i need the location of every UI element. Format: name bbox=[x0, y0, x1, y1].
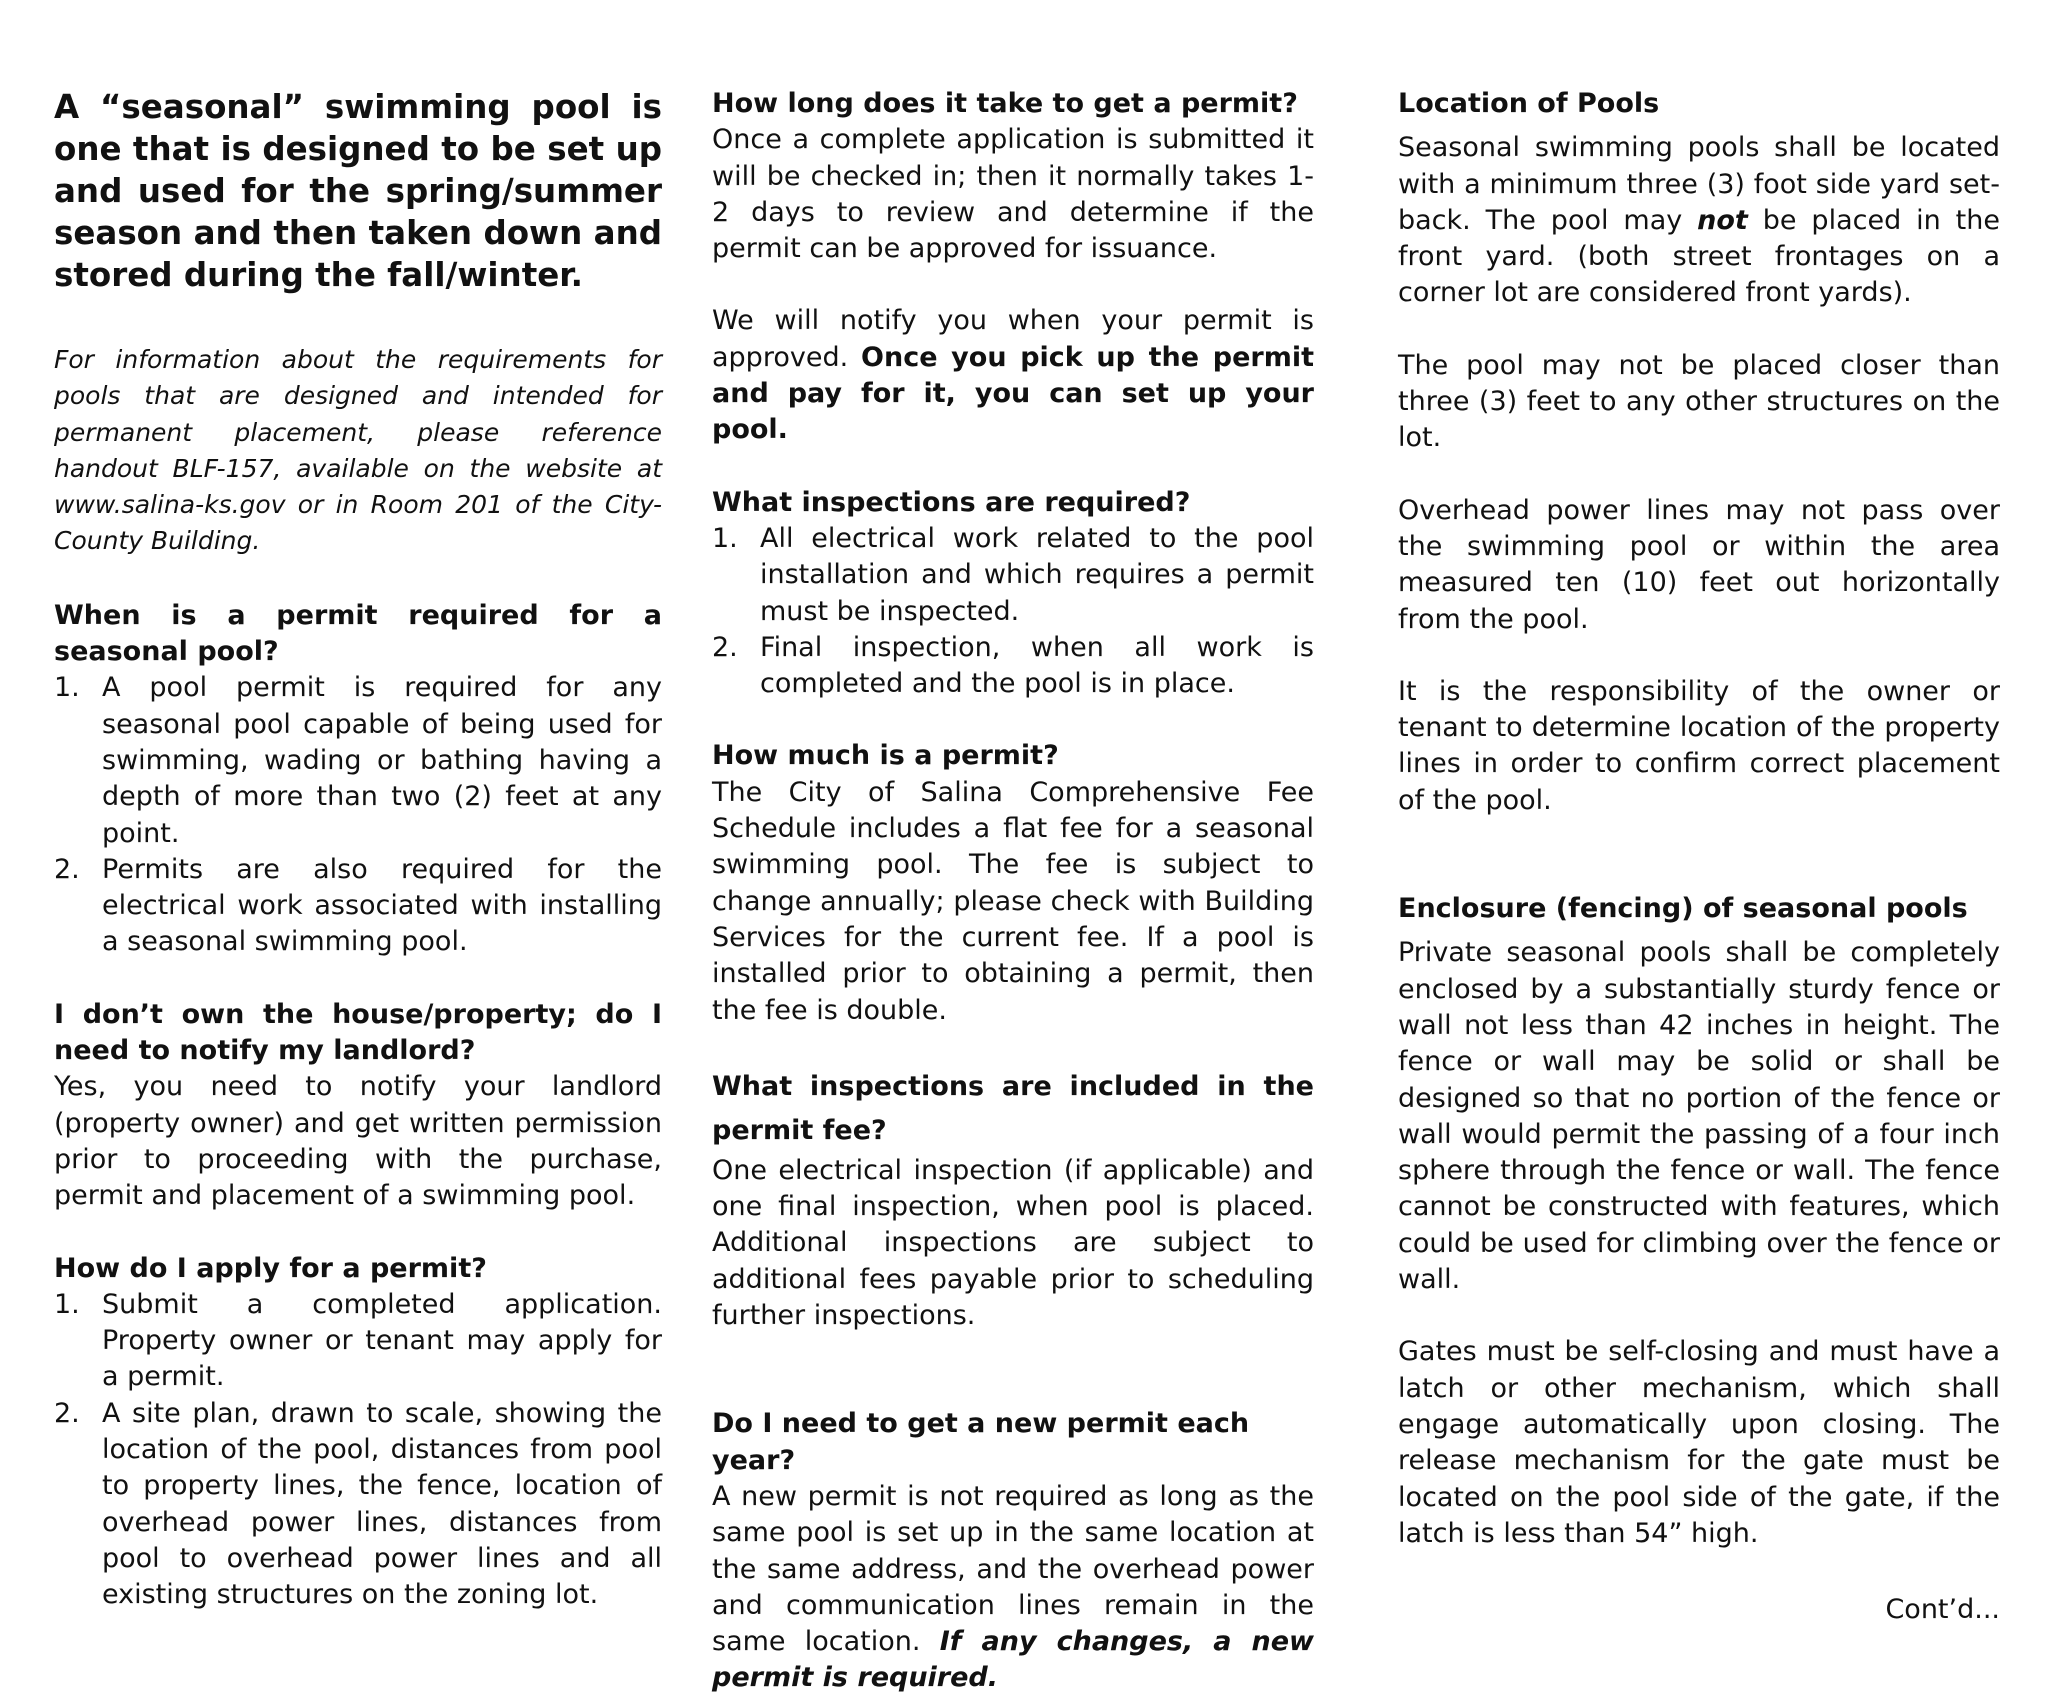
heading-enclosure: Enclosure (fencing) of seasonal pools bbox=[1398, 893, 1968, 925]
heading-how-apply: How do I apply for a permit? bbox=[54, 1252, 487, 1284]
heading-inspections-required: What inspections are required? bbox=[712, 486, 1191, 518]
heading-location-of-pools: Location of Pools bbox=[1398, 88, 1660, 119]
continued-label: Cont’d... bbox=[1885, 1594, 2000, 1626]
heading-landlord: I don’t own the house/property; do I need to notify my landlord? bbox=[54, 998, 662, 1067]
location-not-emphasis: not bbox=[1697, 204, 1748, 236]
list-item: 2. Final inspection, when all work is completed and the pool is in place. bbox=[712, 631, 1314, 700]
column-left bbox=[54, 86, 662, 1614]
enclosure-paragraph-1: Private seasonal pools shall be completely enclosed by a substantially sturdy fence or wall not less than 42 inches in height. The fence or wall may be solid or shall be designed so that no portion of the fence or wall would permit the passing of a four inch sphere through the fence or wall. The fence cannot be constructed with features, which could be used for climbing over the fence or wall. bbox=[1398, 937, 2000, 1296]
list-item: 1. All electrical work related to the pool installation and which requires a permit must be inspected. bbox=[712, 522, 1314, 627]
list-item: 2. Permits are also required for the electrical work associated with installing a seasonal swimming pool. bbox=[54, 853, 662, 958]
location-paragraph-1: Seasonal swimming pools shall be located with a minimum three (3) foot side yard set-back. The pool may not be placed in the front yard. (both street frontages on a corner lot are considered front yards). bbox=[1398, 132, 2000, 309]
notify-bold: Once you pick up the permit and pay for it, you can set up your pool. bbox=[712, 341, 1314, 446]
enclosure-paragraph-2: Gates must be self-closing and must have a latch or other mechanism, which shall engage automatically upon closing. The release mechanism for the gate must be located on the pool side of the gate, if the latch is less than 54” high. bbox=[1398, 1336, 2000, 1549]
heading-new-permit-each-year: Do I need to get a new permit each year? bbox=[712, 1408, 1250, 1476]
apply-list bbox=[54, 1287, 662, 1614]
location-paragraph-3: Overhead power lines may not pass over the swimming pool or within the area measured ten (10) feet out horizontally from the pool. bbox=[1398, 494, 2000, 635]
lead-definition: A “seasonal” swimming pool is one that is designed to be set up and used for the spring/summer season and then taken down and stored during the fall/winter. bbox=[54, 88, 662, 294]
permanent-pool-info: For information about the requirements for pools that are designed and intended for permanent placement, please reference handout BLF-157, available on the website at www.salina-ks.gov or in Room 201 of the City-County Building. bbox=[54, 345, 662, 556]
renew-text: A new permit is not required as long as the same pool is set up in the same location at the same address, and the overhead power and communication lines remain in the same location. If any changes, a new permit is required. bbox=[712, 1480, 1314, 1694]
list-item: 2. A site plan, drawn to scale, showing the location of the pool, distances from pool to property lines, the fence, location of overhead power lines, distances from pool to overhead power lines and all existing structures on the zoning lot. bbox=[54, 1397, 662, 1611]
column-middle bbox=[712, 86, 1314, 1697]
location-paragraph-2: The pool may not be placed closer than three (3) feet to any other structures on the lot. bbox=[1398, 349, 2000, 454]
heading-when-permit-required: When is a permit required for a seasonal pool? bbox=[54, 599, 662, 668]
inspections-list bbox=[712, 521, 1314, 702]
renew-emphasis: If any changes, a new permit is required. bbox=[712, 1626, 1314, 1694]
heading-inspections-included: What inspections are included in the permit fee? bbox=[712, 1070, 1314, 1146]
list-item: 1. Submit a completed application. Property owner or tenant may apply for a permit. bbox=[54, 1288, 662, 1393]
notify-text: We will notify you when your permit is approved. Once you pick up the permit and pay for it, you can set up your pool. bbox=[712, 305, 1314, 446]
how-long-text: Once a complete application is submitted it will be checked in; then it normally takes 1-2 days to review and determine if the permit can be approved for issuance. bbox=[712, 124, 1314, 265]
included-text: One electrical inspection (if applicable) and one final inspection, when pool is placed. Additional inspections are subject to additional fees payable prior to scheduling further inspections. bbox=[712, 1154, 1314, 1332]
column-right bbox=[1398, 86, 2000, 1628]
heading-how-long: How long does it take to get a permit? bbox=[712, 88, 1298, 119]
location-paragraph-4: It is the responsibility of the owner or tenant to determine location of the property lines in order to confirm correct placement of the pool. bbox=[1398, 675, 2000, 816]
heading-how-much: How much is a permit? bbox=[712, 740, 1059, 772]
when-permit-list bbox=[54, 670, 662, 960]
landlord-text: Yes, you need to notify your landlord (property owner) and get written permission prior to proceeding with the purchase, permit and placement of a swimming pool. bbox=[54, 1071, 662, 1212]
cost-text: The City of Salina Comprehensive Fee Schedule includes a flat fee for a seasonal swimming pool. The fee is subject to change annually; please check with Building Services for the current fee. If a pool is installed prior to obtaining a permit, then the fee is double. bbox=[712, 776, 1314, 1026]
list-item: 1. A pool permit is required for any seasonal pool capable of being used for swimming, wading or bathing having a depth of more than two (2) feet at any point. bbox=[54, 672, 662, 849]
